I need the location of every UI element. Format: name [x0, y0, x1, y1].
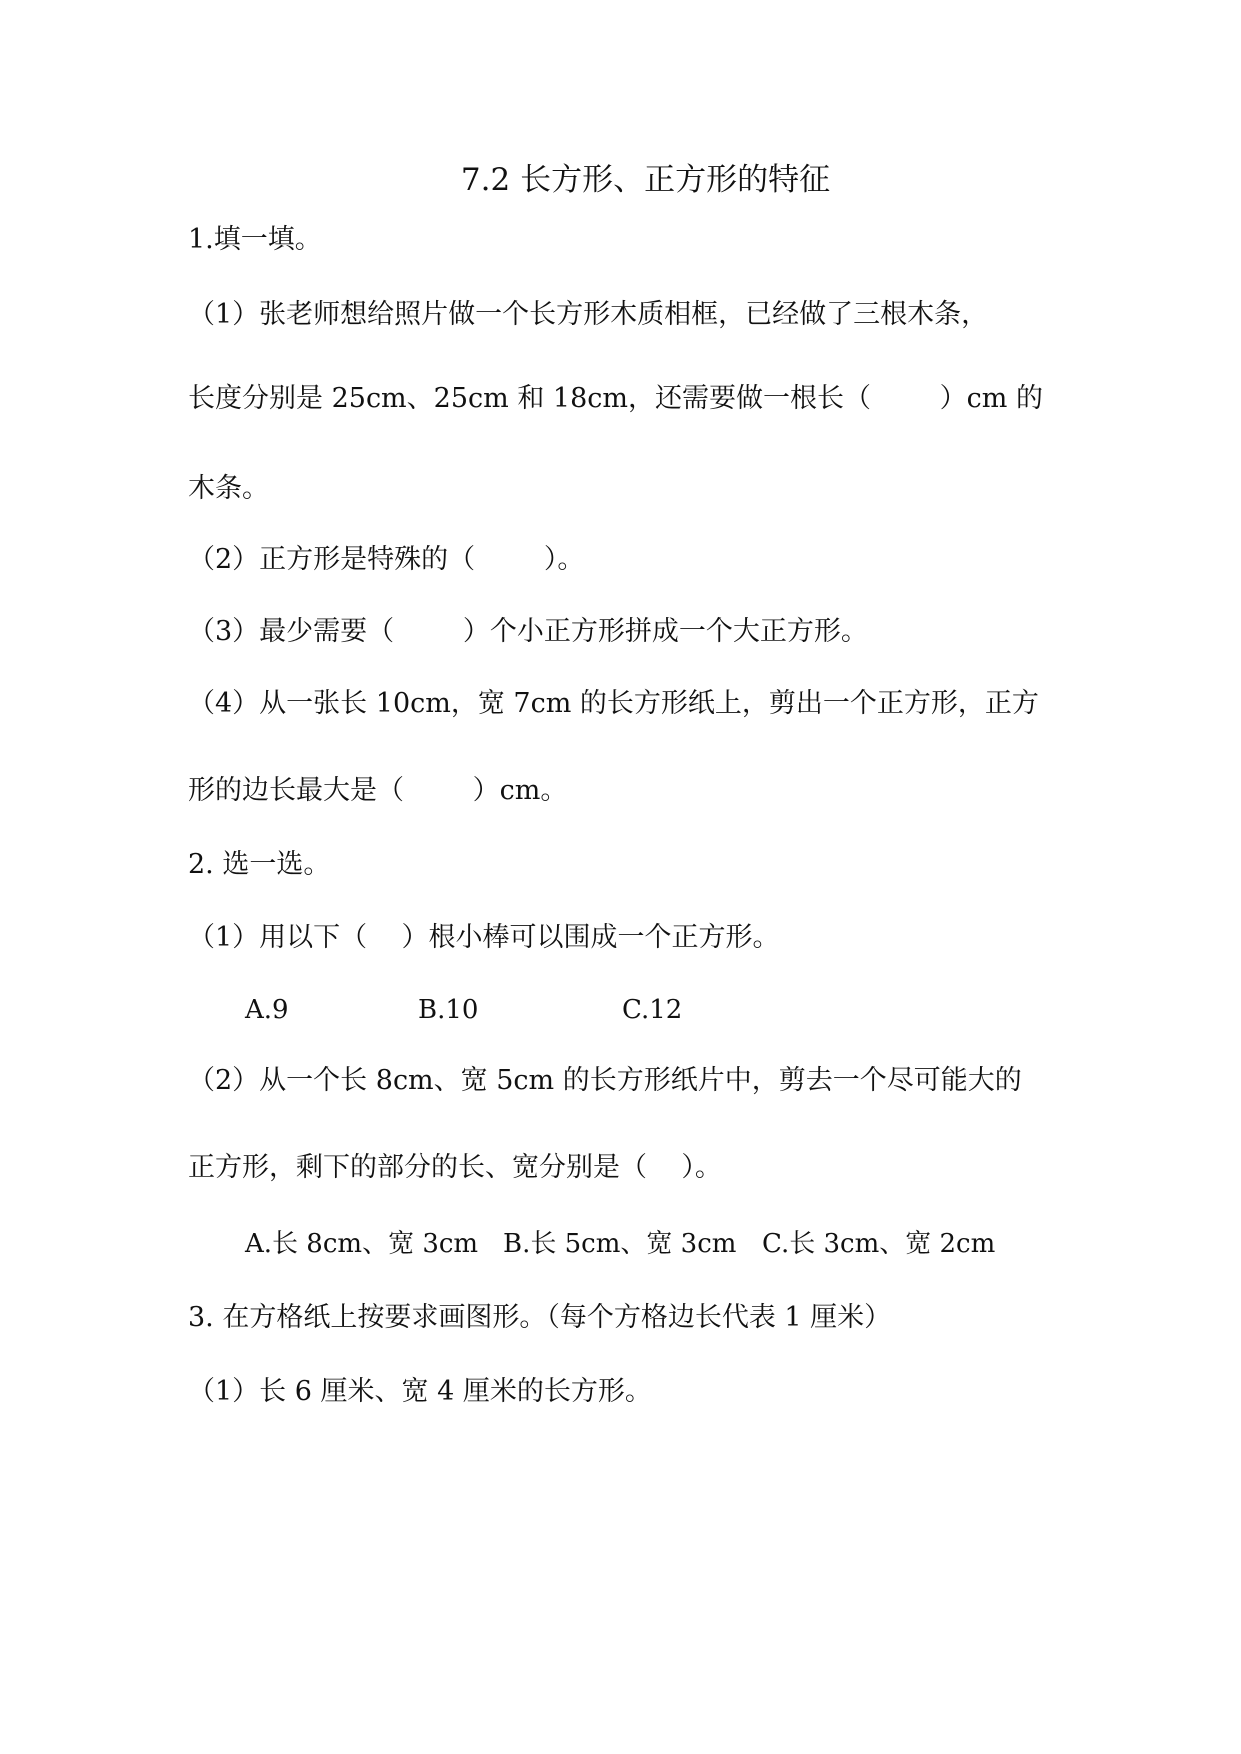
option-c: C.12: [622, 995, 683, 1025]
option-a: A.9: [245, 995, 289, 1025]
option-b: B.长 5cm、宽 3cm: [503, 1229, 737, 1259]
option-a: A.长 8cm、宽 3cm: [245, 1229, 479, 1259]
question-1-2: （2）正方形是特殊的（ ）。: [188, 544, 585, 575]
question-1-3: （3）最少需要（ ）个小正方形拼成一个大正方形。: [188, 616, 868, 647]
question-1-1-line-3: 木条。: [188, 473, 269, 504]
question-3-1: （1）长 6 厘米、宽 4 厘米的长方形。: [188, 1376, 652, 1407]
option-b: B.10: [418, 995, 479, 1025]
question-1-1-line-2: 长度分别是 25cm、25cm 和 18cm，还需要做一根长（ ）cm 的: [188, 383, 1043, 414]
section-3-heading: 3. 在方格纸上按要求画图形。（每个方格边长代表 1 厘米）: [188, 1302, 892, 1333]
question-1-1-line-1: （1）张老师想给照片做一个长方形木质相框，已经做了三根木条，: [188, 299, 989, 330]
option-c: C.长 3cm、宽 2cm: [762, 1229, 996, 1259]
section-2-heading: 2. 选一选。: [188, 849, 331, 880]
question-1-4-line-1: （4）从一张长 10cm，宽 7cm 的长方形纸上，剪出一个正方形，正方: [188, 688, 1039, 719]
question-1-4-line-2: 形的边长最大是（ ）cm。: [188, 775, 568, 806]
question-2-2-line-1: （2）从一个长 8cm、宽 5cm 的长方形纸片中，剪去一个尽可能大的: [188, 1065, 1022, 1096]
question-2-2-line-2: 正方形，剩下的部分的长、宽分别是（ ）。: [188, 1152, 722, 1183]
section-1-heading: 1.填一填。: [188, 224, 322, 255]
question-2-1: （1）用以下（ ）根小棒可以围成一个正方形。: [188, 922, 780, 953]
page-title: 7.2 长方形、正方形的特征: [460, 162, 831, 198]
